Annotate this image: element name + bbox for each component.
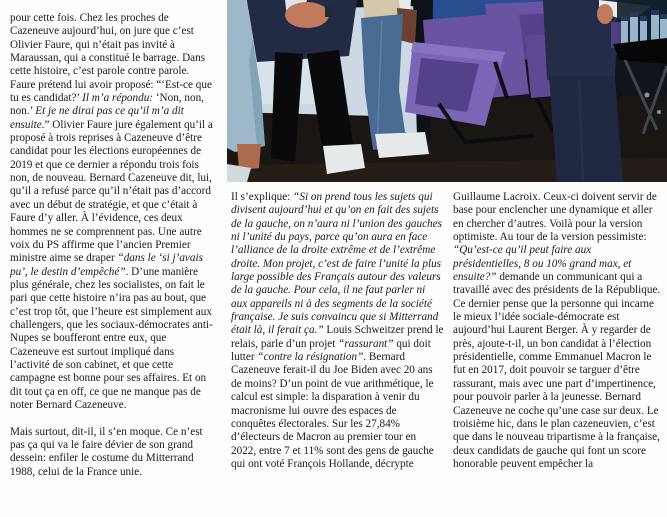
paragraph [10, 426, 214, 479]
text-run: Guillaume Lacroix. Ceux-ci doivent servir de base pour enclencher une dynamique et aller en chercher d’autres. Voilà pour la version optimiste. Au tour de la version pessimiste: [453, 191, 657, 244]
article-column-2 [231, 191, 444, 471]
photo-white-sneaker-2 [375, 132, 429, 158]
quote-italic-run: “dans le ‘si j’avais pu’, le destin d’empêché” [10, 252, 203, 278]
quote-italic-run: “rassurant” [338, 337, 394, 350]
photo-right-hand [597, 4, 613, 24]
paragraph [453, 191, 661, 471]
text-run: ” Olivier Faure jure également qu’il a proposé à trois reprises à Cazeneuve d’être candidat pour les élections européennes de 2019 et que ce dernier a répondu trois fois non, de nouveau. Bernard Cazeneuve dit, lui, qu’il a refusé parce qu’il n’était pas d’accord avec un début de stratégie, et que c’était à Faure d’y aller. À l’évidence, ces deux hommes ne se comprennent pas. Une autre voix du PS affirme que l’ancien Premier ministre aime se draper [10, 118, 213, 265]
article-column-1 [10, 12, 214, 479]
quote-italic-run: “Si on prend tous les sujets qui divisent aujourd’hui et qu’on en fait des sujets de la gauche, on n’aura ni l’union des gauches ni l’unité du pays, parce qu’on aura en face l’alliance de la droite extrême et de l’extrême droite. Mon projet, c’est de faire l’unité la plus large possible des Français autour des valeurs de la gauche. Pour cela, il ne faut parler ni aux appareils ni à des segments de la société française. Je suis convaincu que si Mitterrand était là, il ferait ça.” [231, 191, 442, 337]
paragraph [231, 191, 444, 471]
photo-clasped-hands [285, 2, 329, 28]
quote-italic-run: Et je ne dirai pas ce qu’il m’a dit ensuite. [10, 105, 184, 131]
text-run: demande un communicant qui a travaillé avec des présidents de la République. Ce dernier pense que la personne qui incarne le mieux l’idée sociale-démocrate est aujourd’hui Laurent Berger. À y regarder de près, ajoute-t-il, un bon candidat à l’élection présidentielle, comme Emmanuel Macron le fut en 2017, doit pouvoir se targuer d’être rassurant, mais avec une part d’impertinence, pour pouvoir parler à la jeunesse. Bernard Cazeneuve ne coche qu’une case sur deux. Le troisième hic, dans le plan cazeneuvien, c’est que dans le nouveau tripartisme à la française, deux candidats de gauche qui font un score honorable peuvent empêcher la [453, 271, 661, 470]
quote-italic-run: “contre la résignation” [257, 351, 364, 364]
quote-italic-run: “Qu’est-ce qu’il peut faire aux présidentielles, 8 ou 10% grand max, et ensuite?” [453, 244, 632, 284]
text-run: . D’une manière plus générale, chez les socialistes, on fait le pari que cette histoire n’ira pas au bout, que c’est trop tôt, que l’heure est simplement aux challengers, que les sociaux-démocrates anti-Nupes se boufferont entre eux, que Cazeneuve est surtout impliqué dans l’activité de son cabinet, et que cette campagne est bonne pour ses affaires. Et on dit tout ça en off, ce que ne manque pas de noter Bernard Cazeneuve. [10, 265, 213, 411]
photo-left-hand [237, 144, 261, 170]
text-run: Louis Schweitzer prend le relais, parle d’un projet [231, 324, 444, 350]
article-photo [227, 0, 667, 182]
text-run: ‘Non, non, non.’ [10, 92, 204, 118]
text-run: qui doit lutter [231, 337, 431, 364]
photo-right-trousers [549, 76, 623, 182]
text-run: Mais surtout, dit-il, il s’en moque. Ce n’est pas ça qui va le faire dévier de son grand dessein: enfiler le costume du Mitterrand 1988, celui de la France unie. [10, 425, 203, 478]
photo-watch [325, 7, 334, 17]
article-column-3 [453, 191, 661, 471]
text-run: pour cette fois. Chez les proches de Cazeneuve aujourd’hui, on jure que c’est Olivier Faure, qui n’était pas invité à Maraussan, qui a constitué le barrage. Dans cette histoire, c’est parole contre parole. Faure prétend lui avoir proposé: “‘Est-ce que tu es candidat?’ [10, 12, 212, 105]
text-run: . Bernard Cazeneuve ferait-il du Joe Biden avec 20 ans de moins? D’un point de vue arithmétique, le calcul est simple: la disparation à venir du macronisme lui ouvre des espaces de conquêtes électorales. Sur les 27,84% d’électeurs de Macron au premier tour en 2022, entre 7 et 11% sont des gens de gauche qui ont voté François Hollande, décrypte [231, 351, 434, 470]
text-run: Il s’explique: [231, 191, 294, 203]
paragraph [10, 12, 214, 412]
quote-italic-run: Il m’a répondu: [82, 92, 156, 105]
